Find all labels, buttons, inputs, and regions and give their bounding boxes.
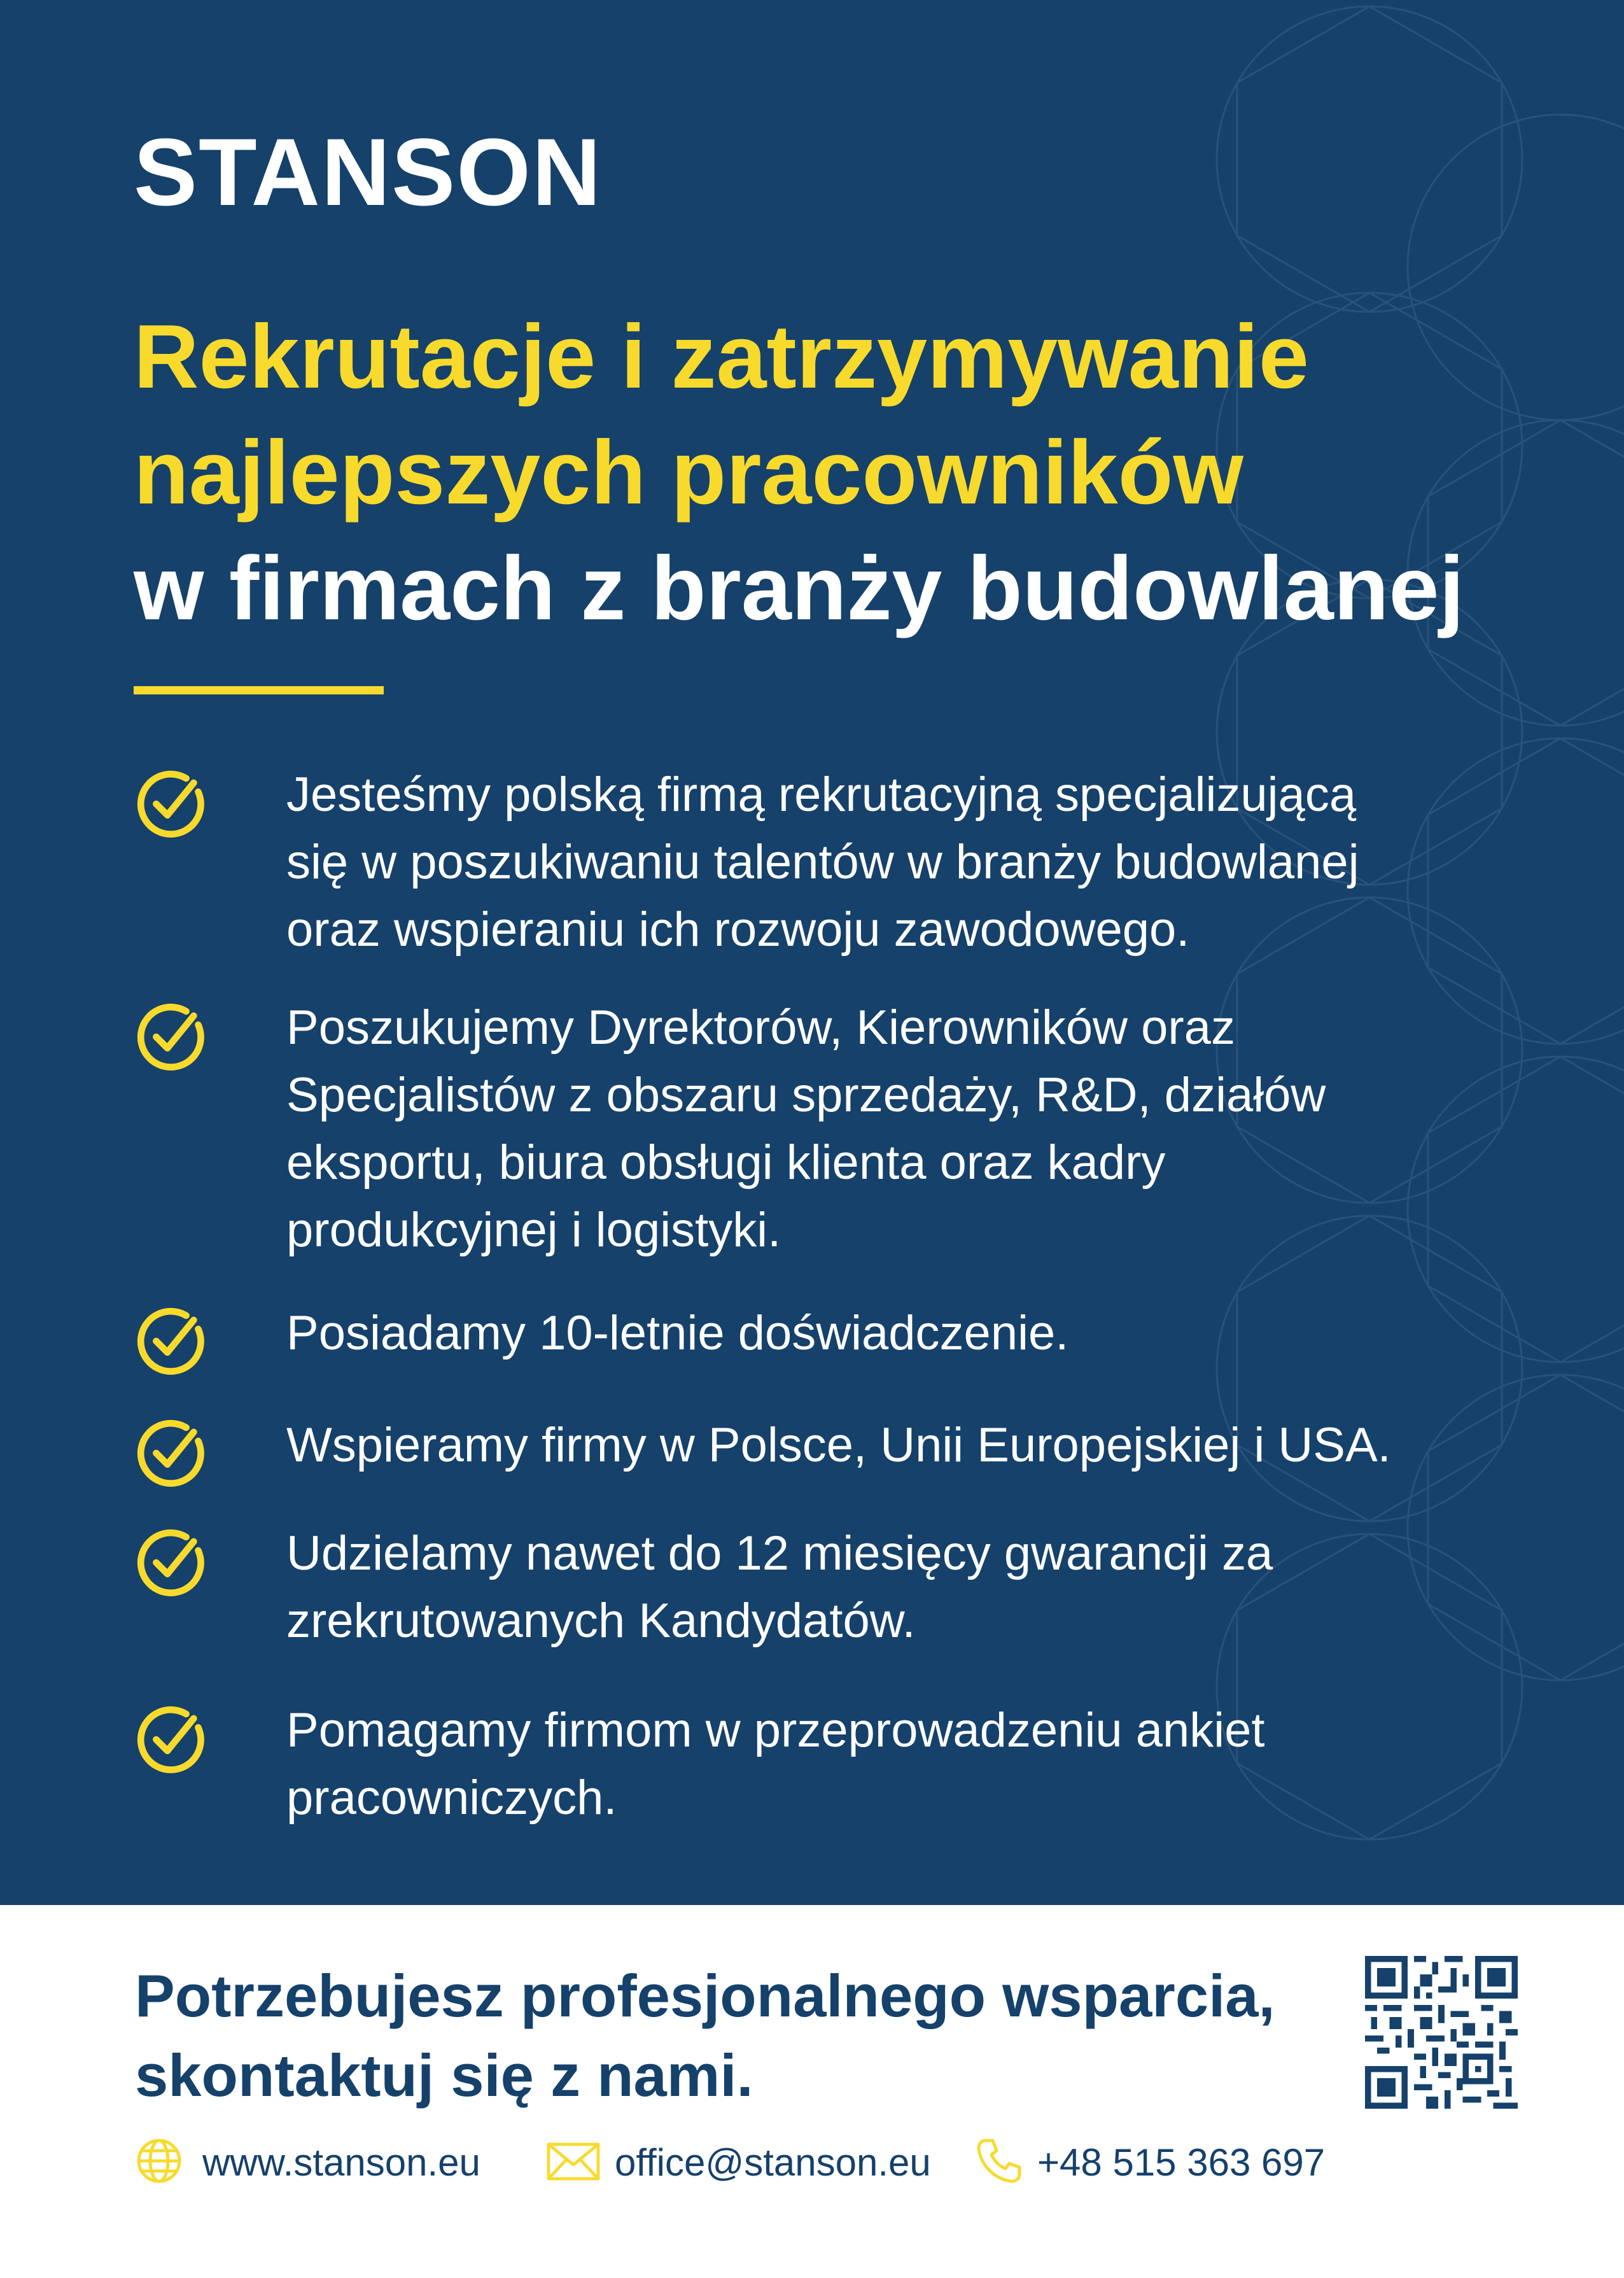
email-link[interactable]: office@stanson.eu [615,2141,931,2184]
benefit-text: Posiadamy 10-letnie doświadczenie. [286,1306,1069,1360]
benefit-text: Wspieramy firmy w Polsce, Unii Europejskiej i USA. [286,1418,1391,1472]
phone-link[interactable]: +48 515 363 697 [1037,2141,1326,2184]
check-circle-icon [134,999,209,1074]
title-line-3: w firmach z branży budowlanej [134,538,1464,639]
benefit-text: Jesteśmy polską firmą rekrutacyjną specjalizującą się w poszukiwaniu talentów w branży budowlanej oraz wspieraniu ich rozwoju zawodowego. [286,768,1359,957]
check-circle-icon [134,1304,209,1379]
envelope-icon [546,2135,601,2186]
title-underline [134,686,384,694]
check-circle-icon [134,1702,209,1777]
check-circle-icon [134,1416,209,1491]
contact-panel [0,1905,1624,2278]
benefit-text: Pomagamy firmom w przeprowadzeniu ankiet pracowniczych. [286,1703,1265,1825]
brand-logo: STANSON [134,118,603,225]
phone-icon [974,2135,1025,2186]
check-circle-icon [134,766,209,841]
globe-icon [134,2135,185,2186]
cta-line-1: Potrzebujesz profesjonalnego wsparcia, [135,1962,1275,2029]
title-line-1: Rekrutacje i zatrzymywanie [134,306,1309,407]
title-line-2: najlepszych pracowników [134,422,1243,523]
page-title [134,299,1464,647]
website-link[interactable]: www.stanson.eu [202,2141,480,2184]
benefit-text: Udzielamy nawet do 12 miesięcy gwarancji za zrekrutowanych Kandydatów. [286,1526,1273,1648]
check-circle-icon [134,1525,209,1600]
benefit-text: Poszukujemy Dyrektorów, Kierowników oraz Specjalistów z obszaru sprzedaży, R&D, działów eksportu, biura obsługi klienta oraz kadry produkcyjnej i logistyki. [286,1001,1326,1257]
qr-code[interactable] [1365,1956,1518,2109]
call-to-action [135,1956,1275,2115]
cta-line-2: skontaktuj się z nami. [135,2042,753,2109]
